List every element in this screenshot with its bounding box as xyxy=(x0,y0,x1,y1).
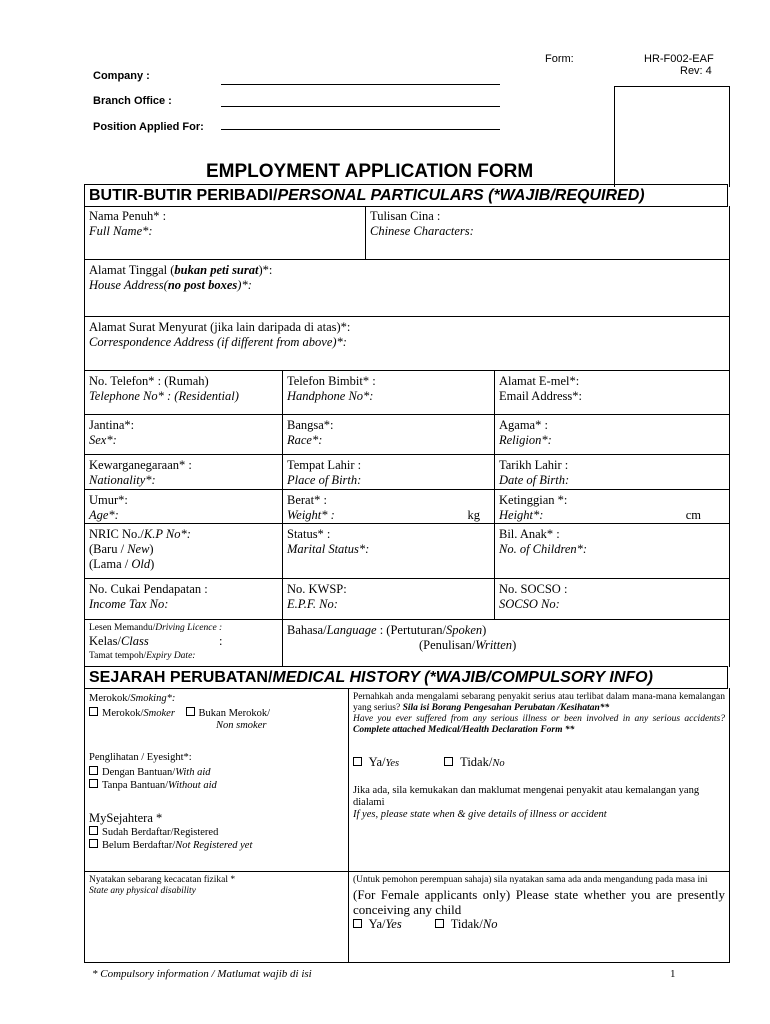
illness-yes-option[interactable]: Ya/Yes xyxy=(353,755,399,769)
name-row xyxy=(85,206,729,260)
illness-yes-checkbox[interactable] xyxy=(353,757,362,766)
telephone-field[interactable]: No. Telefon* : (Rumah) Telephone No* : (Residential) xyxy=(89,374,239,403)
medical-history-table xyxy=(84,688,730,963)
medical-lower-row xyxy=(85,872,729,962)
form-label: Form: xyxy=(545,53,574,65)
epf-field[interactable]: No. KWSP: E.P.F. No: xyxy=(282,579,494,619)
medical-history-heading: SEJARAH PERUBATAN/MEDICAL HISTORY (*WAJIB/COMPULSORY INFO) xyxy=(84,666,728,689)
nationality-birth-row xyxy=(85,455,729,490)
compulsory-note: * Compulsory information / Matlumat wajib di isi xyxy=(92,968,312,980)
smoker-option[interactable]: Merokok/Smoker xyxy=(89,708,175,719)
pregnancy-question: (Untuk pemohon perempuan sahaja) sila nyatakan sama ada anda mengandung pada masa ini (For Female applicants only) Please state whether you are presently conceiving any child Ya/Yes Tidak/No xyxy=(348,872,729,962)
illness-details-ms: Jika ada, sila kemukakan dan maklumat mengenai penyakit atau kemalangan yang dialami xyxy=(353,785,700,808)
company-field[interactable] xyxy=(221,84,500,85)
form-code: HR-F002-EAF xyxy=(644,53,714,65)
smoking-eyesight-mysejahtera: Merokok/Smoking*: Merokok/Smoker Bukan Merokok/ Non smoker Penglihatan / Eyesight*: Dengan Bantuan/With aid Tanpa Bantuan/Without aid MySejahtera * Sudah Berdaftar/Registered Belum Berdaftar/Not Registered yet xyxy=(85,688,348,871)
pregnancy-yes-checkbox[interactable] xyxy=(353,919,362,928)
without-aid-option[interactable]: Tanpa Bantuan/Without aid xyxy=(89,779,344,792)
nric-status-children-row xyxy=(85,524,729,579)
driving-licence-field[interactable]: Lesen Memandu/Driving Licence : Kelas/Class : Tamat tempoh/Expiry Date: xyxy=(89,623,223,661)
nationality-field[interactable]: Kewarganegaraan* : Nationality*: xyxy=(89,458,192,487)
weight-field[interactable]: Berat* : Weight* : kg xyxy=(282,490,494,523)
mysejahtera-label: MySejahtera * xyxy=(89,811,163,825)
marital-status-field[interactable]: Status* : Marital Status*: xyxy=(282,524,494,578)
physical-disability-field[interactable]: Nyatakan sebarang kecacatan fizikal * State any physical disability xyxy=(89,875,236,896)
date-of-birth-field[interactable]: Tarikh Lahir : Date of Birth: xyxy=(494,455,729,489)
pregnancy-yes-option[interactable]: Ya/Yes xyxy=(353,917,402,931)
correspondence-address-field[interactable]: Alamat Surat Menyurat (jika lain daripada di atas)*: Correspondence Address (if different from above)*: xyxy=(85,317,729,371)
medical-upper-row xyxy=(85,688,729,872)
socso-field[interactable]: No. SOCSO : SOCSO No: xyxy=(494,579,729,619)
photo-box xyxy=(614,86,730,187)
without-aid-checkbox[interactable] xyxy=(89,779,98,788)
tax-epf-socso-row xyxy=(85,579,729,620)
illness-no-option[interactable]: Tidak/No xyxy=(444,755,504,769)
full-name-field[interactable]: Nama Penuh* : Full Name*: xyxy=(89,209,167,238)
income-tax-field[interactable]: No. Cukai Pendapatan : Income Tax No: xyxy=(89,582,208,611)
nric-field[interactable]: NRIC No./K.P No*: (Baru / New) (Lama / Old) xyxy=(89,527,191,571)
illness-details-en: If yes, please state when & give details of illness or accident xyxy=(353,809,607,820)
nonsmoker-option[interactable]: Bukan Merokok/ xyxy=(186,708,270,719)
email-field[interactable]: Alamat E-mel*: Email Address*: xyxy=(494,371,729,414)
handphone-field[interactable]: Telefon Bimbit* : Handphone No*: xyxy=(282,371,494,414)
age-field[interactable]: Umur*: Age*: xyxy=(89,493,128,522)
chinese-characters-field[interactable]: Tulisan Cina : Chinese Characters: xyxy=(365,206,729,259)
not-registered-option[interactable]: Belum Berdaftar/Not Registered yet xyxy=(89,839,344,852)
not-registered-checkbox[interactable] xyxy=(89,839,98,848)
personal-particulars-table xyxy=(84,206,730,667)
weight-unit: kg xyxy=(467,508,480,522)
licence-language-row xyxy=(85,620,729,667)
religion-field[interactable]: Agama* : Religion*: xyxy=(494,415,729,454)
race-field[interactable]: Bangsa*: Race*: xyxy=(282,415,494,454)
revision: Rev: 4 xyxy=(680,65,712,77)
age-weight-height-row xyxy=(85,490,729,524)
pregnancy-no-checkbox[interactable] xyxy=(435,919,444,928)
registered-option[interactable]: Sudah Berdaftar/Registered xyxy=(89,826,344,839)
eyesight-label: Penglihatan / Eyesight*: xyxy=(89,752,192,763)
contact-row xyxy=(85,371,729,415)
page-number: 1 xyxy=(670,968,676,980)
with-aid-checkbox[interactable] xyxy=(89,766,98,775)
page-title: EMPLOYMENT APPLICATION FORM xyxy=(206,161,534,182)
pregnancy-no-option[interactable]: Tidak/No xyxy=(435,917,498,931)
illness-no-checkbox[interactable] xyxy=(444,757,453,766)
sex-field[interactable]: Jantina*: Sex*: xyxy=(89,418,135,447)
branch-office-label: Branch Office : xyxy=(93,95,172,107)
smoker-checkbox[interactable] xyxy=(89,707,98,716)
height-field[interactable]: Ketinggian *: Height*: cm xyxy=(494,490,729,523)
branch-office-field[interactable] xyxy=(221,106,500,107)
registered-checkbox[interactable] xyxy=(89,826,98,835)
nonsmoker-checkbox[interactable] xyxy=(186,707,195,716)
language-field[interactable]: Bahasa/Language : (Pertuturan/Spoken) (Penulisan/Written) xyxy=(282,620,729,667)
sex-race-religion-row xyxy=(85,415,729,455)
height-unit: cm xyxy=(685,508,701,522)
with-aid-option[interactable]: Dengan Bantuan/With aid xyxy=(89,766,344,779)
company-label: Company : xyxy=(93,70,150,82)
place-of-birth-field[interactable]: Tempat Lahir : Place of Birth: xyxy=(282,455,494,489)
children-field[interactable]: Bil. Anak* : No. of Children*: xyxy=(494,524,729,578)
personal-particulars-heading: BUTIR-BUTIR PERIBADI/PERSONAL PARTICULARS (*WAJIB/REQUIRED) xyxy=(84,184,728,207)
house-address-field[interactable]: Alamat Tinggal (bukan peti surat)*: House Address(no post boxes)*: xyxy=(85,260,729,317)
illness-question: Pernahkah anda mengalami sebarang penyakit serius atau terlibat dalam mana-mana kemalangan yang serius? Sila isi Borang Pengesahan Perubatan /Kesihatan** Have you ever suffered from any serious illness or been involved in any serious accidents? Complete attached Medical/Health Declaration Form ** Ya/Yes Tidak/No Jika ada, sila kemukakan dan maklumat mengenai penyakit atau kemalangan yang dialami If yes, please state when & give details of illness or accident xyxy=(348,688,729,871)
position-applied-field[interactable] xyxy=(221,129,500,130)
position-applied-label: Position Applied For: xyxy=(93,121,204,133)
